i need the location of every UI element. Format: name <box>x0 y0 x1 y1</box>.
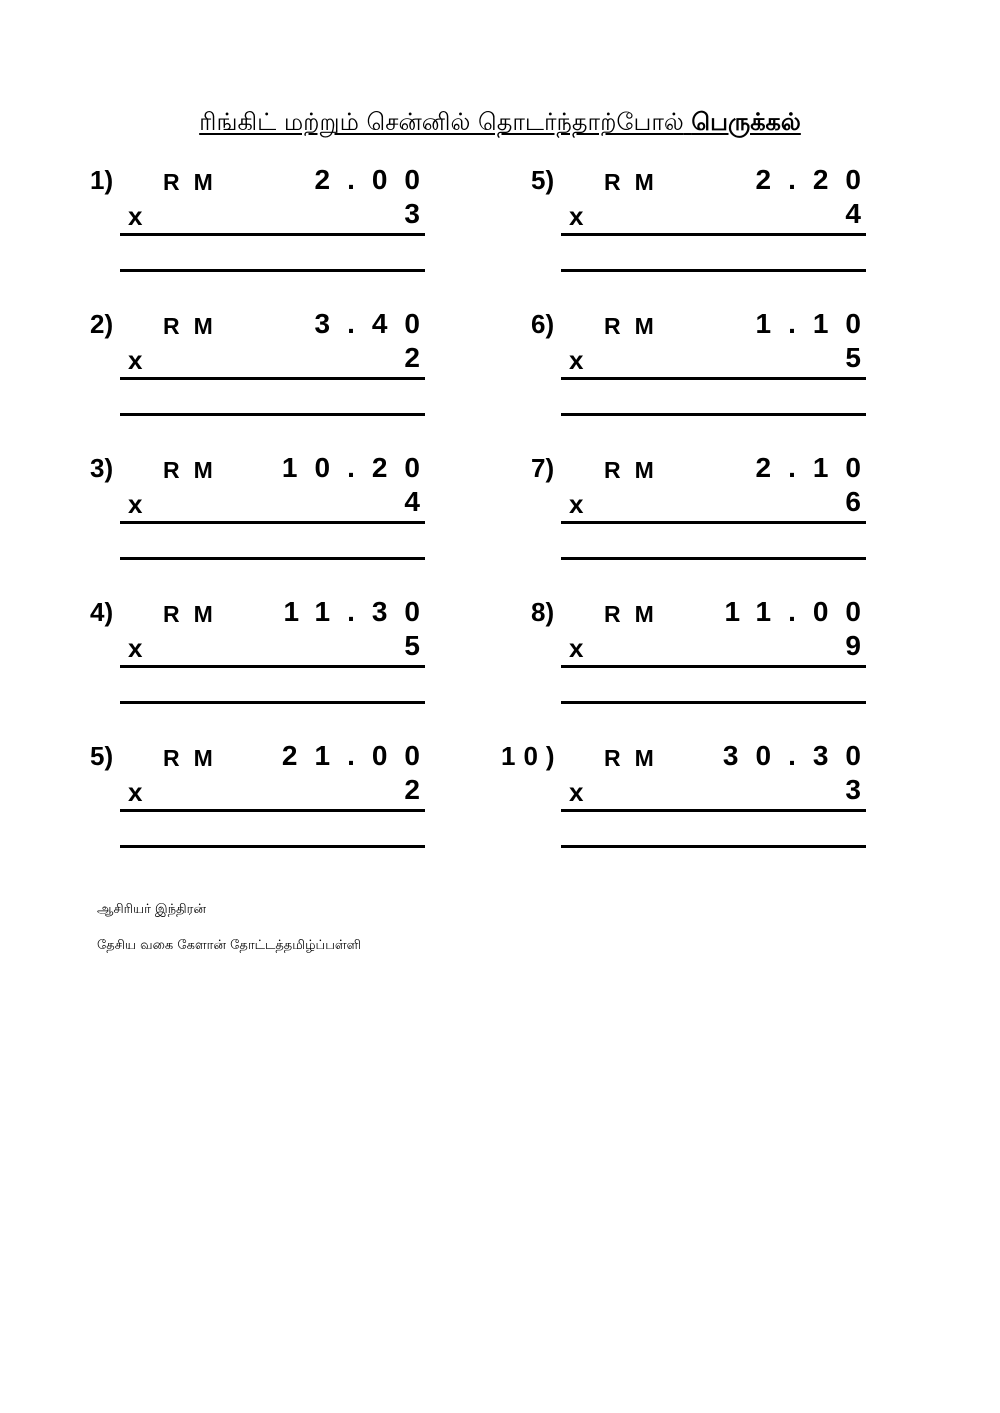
problem-number: 1) <box>90 165 114 195</box>
currency-label: RM <box>604 169 668 195</box>
problem-number: 4) <box>90 597 114 627</box>
problem-number: 3) <box>90 453 114 483</box>
problem-6 <box>531 307 891 437</box>
product-line <box>120 233 425 236</box>
currency-label: RM <box>604 745 668 771</box>
multiplier: 4 <box>845 198 861 229</box>
problem-number: 8) <box>531 597 555 627</box>
multiplier: 5 <box>404 630 420 661</box>
product-line <box>561 809 866 812</box>
answer-line <box>120 413 425 416</box>
currency-label: RM <box>163 457 227 483</box>
answer-line <box>120 701 425 704</box>
multiply-sign: x <box>569 633 584 663</box>
amount: 21.00 <box>281 740 437 771</box>
currency-label: RM <box>604 601 668 627</box>
teacher-name: ஆசிரியர் இந்திரன் <box>97 902 207 917</box>
answer-line <box>561 845 866 848</box>
answer-line <box>120 269 425 272</box>
problem-5-right <box>531 163 891 293</box>
multiply-sign: x <box>128 777 143 807</box>
amount: 11.00 <box>724 596 878 627</box>
multiplier: 3 <box>845 774 861 805</box>
answer-line <box>561 413 866 416</box>
multiply-sign: x <box>569 489 584 519</box>
multiplier: 2 <box>404 774 420 805</box>
product-line <box>561 233 866 236</box>
problem-3 <box>90 451 450 581</box>
multiply-sign: x <box>128 489 143 519</box>
currency-label: RM <box>163 745 227 771</box>
amount: 2.00 <box>314 164 437 195</box>
amount: 1.10 <box>755 308 878 339</box>
currency-label: RM <box>163 313 227 339</box>
currency-label: RM <box>163 601 227 627</box>
problem-number: 7) <box>531 453 555 483</box>
answer-line <box>561 269 866 272</box>
multiplier: 5 <box>845 342 861 373</box>
multiply-sign: x <box>569 777 584 807</box>
problem-2 <box>90 307 450 437</box>
multiply-sign: x <box>569 201 584 231</box>
answer-line <box>120 845 425 848</box>
multiplier: 9 <box>845 630 861 661</box>
product-line <box>120 665 425 668</box>
amount: 30.30 <box>722 740 878 771</box>
multiplier: 6 <box>845 486 861 517</box>
multiplier: 2 <box>404 342 420 373</box>
multiply-sign: x <box>569 345 584 375</box>
product-line <box>561 521 866 524</box>
currency-label: RM <box>163 169 227 195</box>
problem-1 <box>90 163 450 293</box>
product-line <box>120 377 425 380</box>
worksheet-title <box>0 104 1000 140</box>
product-line <box>561 665 866 668</box>
problem-10 <box>501 739 891 869</box>
problem-4 <box>90 595 450 725</box>
problem-number: 6) <box>531 309 555 339</box>
problem-number: 5) <box>531 165 555 195</box>
multiply-sign: x <box>128 201 143 231</box>
problem-number: 5) <box>90 741 114 771</box>
amount: 10.20 <box>281 452 437 483</box>
title-main: ரிங்கிட் மற்றும் சென்னில் தொடர்ந்தாற்போல் <box>199 108 684 136</box>
product-line <box>120 809 425 812</box>
multiply-sign: x <box>128 633 143 663</box>
multiply-sign: x <box>128 345 143 375</box>
problem-number: 2) <box>90 309 114 339</box>
amount: 11.30 <box>283 596 437 627</box>
currency-label: RM <box>604 313 668 339</box>
problem-number: 10) <box>501 741 563 771</box>
problem-5-left <box>90 739 450 869</box>
title-bold-word: பெருக்கல் <box>691 108 801 136</box>
multiplier: 3 <box>404 198 420 229</box>
product-line <box>120 521 425 524</box>
amount: 2.20 <box>755 164 878 195</box>
answer-line <box>561 701 866 704</box>
amount: 3.40 <box>314 308 437 339</box>
answer-line <box>120 557 425 560</box>
answer-line <box>561 557 866 560</box>
product-line <box>561 377 866 380</box>
school-name: தேசிய வகை கேளான் தோட்டத்தமிழ்ப்பள்ளி <box>97 938 361 953</box>
problem-7 <box>531 451 891 581</box>
multiplier: 4 <box>404 486 420 517</box>
currency-label: RM <box>604 457 668 483</box>
amount: 2.10 <box>755 452 878 483</box>
problem-8 <box>531 595 891 725</box>
